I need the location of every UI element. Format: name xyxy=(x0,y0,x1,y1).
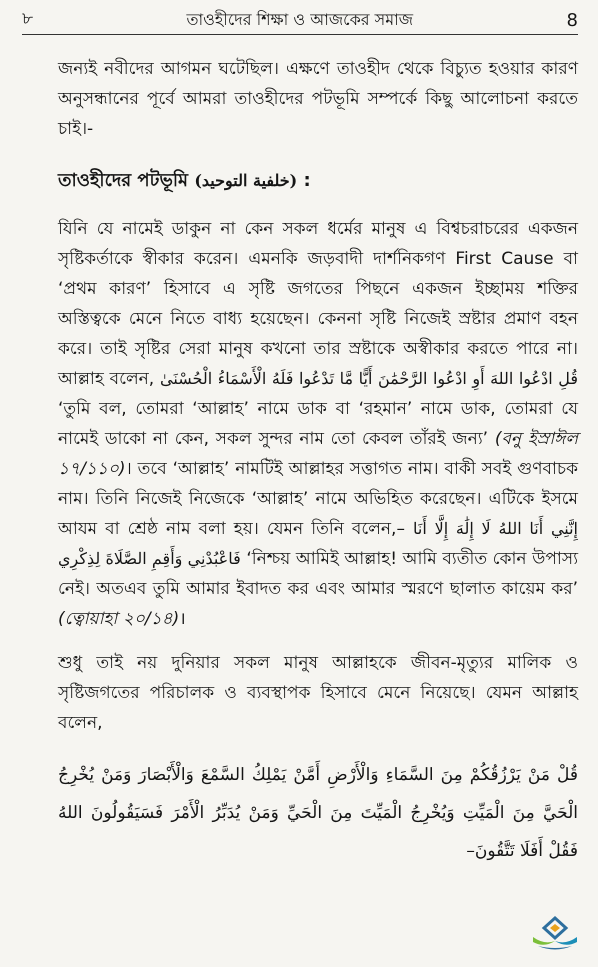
body-paragraph-2: শুধু তাই নয় দুনিয়ার সকল মানুষ আল্লাহকে জীবন-মৃত্যুর মালিক ও সৃষ্টিজগতের পরিচালক ও ব্যবস্থাপক হিসাবে মেনে নিয়েছে। যেমন আল্লাহ বলেন, xyxy=(58,653,578,733)
paragraph-1-text: যিনি যে নামেই ডাকুন না কেন সকল ধর্মের মানুষ এ বিশ্বচরাচরের একজন সৃষ্টিকর্তাকে স্বীকার করেন। এমনকি জড়বাদী দার্শনিকগণ First Cause বা ‘প্রথম কারণ’ হিসাবে এ সৃষ্টি জগতের পিছনে একজন ইচ্ছাময় শক্তির অস্তিত্বকে মেনে নিতে বাধ্য হয়েছেন। কেননা সৃষ্টি নিজেই স্রষ্টার প্রমাণ বহন করে। তাই সৃষ্টির সেরা মানুষ কখনো তার স্রষ্টাকে অস্বীকার করতে পারে না। আল্লাহ বলেন, xyxy=(58,219,578,389)
page-body xyxy=(58,54,578,870)
quran-verse-1: قُلِ ادْعُوا اللهَ أَوِ ادْعُوا الرَّحْمَٰنَ أَيًّا مَّا تَدْعُوا فَلَهُ الْأَسْمَاءُ الْحُسْنَىٰ xyxy=(160,369,578,388)
verse-1-translation: ‘তুমি বল, তোমরা ‘আল্লাহ’ নামে ডাক বা ‘রহমান’ নামে ডাক, তোমরা যে নামেই ডাকো না কেন, সকল সুন্দর নাম তো কেবল তাঁরই জন্য’ xyxy=(58,399,578,449)
paragraph-1-end: । xyxy=(179,609,186,629)
quran-verse-block: قُلْ مَنْ يَرْزُقُكُمْ مِنَ السَّمَاءِ وَالْأَرْضِ أَمَّنْ يَمْلِكُ السَّمْعَ وَالْأَبْصَارَ وَمَنْ يُخْرِجُ الْحَيَّ مِنَ الْمَيِّتِ وَيُخْرِجُ الْمَيِّتَ مِنَ الْحَيِّ وَمَنْ يُدَبِّرُ الْأَمْرَ فَسَيَقُولُونَ اللهُ فَقُلْ أَفَلَا تَتَّقُونَ– xyxy=(58,765,578,861)
verse-1-reference: (বনু ইস্রাঈল ১৭/১১০) xyxy=(58,429,578,479)
body-paragraph-1 xyxy=(58,214,578,634)
section-heading-bengali: তাওহীদের পটভূমি xyxy=(58,170,189,191)
section-heading-colon: : xyxy=(297,170,311,191)
running-header xyxy=(22,6,578,35)
page-number-right: 8 xyxy=(566,9,578,31)
running-title: তাওহীদের শিক্ষা ও আজকের সমাজ xyxy=(186,9,414,29)
publisher-logo-icon xyxy=(530,915,580,953)
section-heading-arabic: (خلفية التوحيد) xyxy=(194,171,298,190)
verse-2-reference: (ত্বোয়াহা ২০/১৪) xyxy=(58,609,180,629)
verse-2-translation: ‘নিশ্চয় আমিই আল্লাহ! আমি ব্যতীত কোন উপাস্য নেই। অতএব তুমি আমার ইবাদত কর এবং আমার স্মরণে ছালাত কায়েম কর’ xyxy=(58,549,579,599)
page-number-left: ৮ xyxy=(22,9,34,29)
paragraph-1-continuation: । তবে ‘আল্লাহ’ নামটিই আল্লাহর সত্তাগত নাম। বাকী সবই গুণবাচক নাম। তিনি নিজেই নিজেকে ‘আল্লাহ’ নামে অভিহিত করেছেন। এটিকে ইসমে আযম বা শ্রেষ্ঠ নাম বলা হয়। যেমন তিনি বলেন,– xyxy=(58,459,578,539)
section-heading xyxy=(58,166,578,196)
quran-verse-2: إِنَّنِي أَنَا اللهُ لَا إِلَٰهَ إِلَّا أَنَا فَاعْبُدْنِي وَأَقِمِ الصَّلَاةَ لِذِكْرِي xyxy=(58,519,579,568)
intro-paragraph: জন্যই নবীদের আগমন ঘটেছিল। এক্ষণে তাওহীদ থেকে বিচ্যুত হওয়ার কারণ অনুসন্ধানের পূর্বে আমরা তাওহীদের পটভূমি সম্পর্কে কিছু আলোচনা করতে চাই।- xyxy=(58,59,578,139)
